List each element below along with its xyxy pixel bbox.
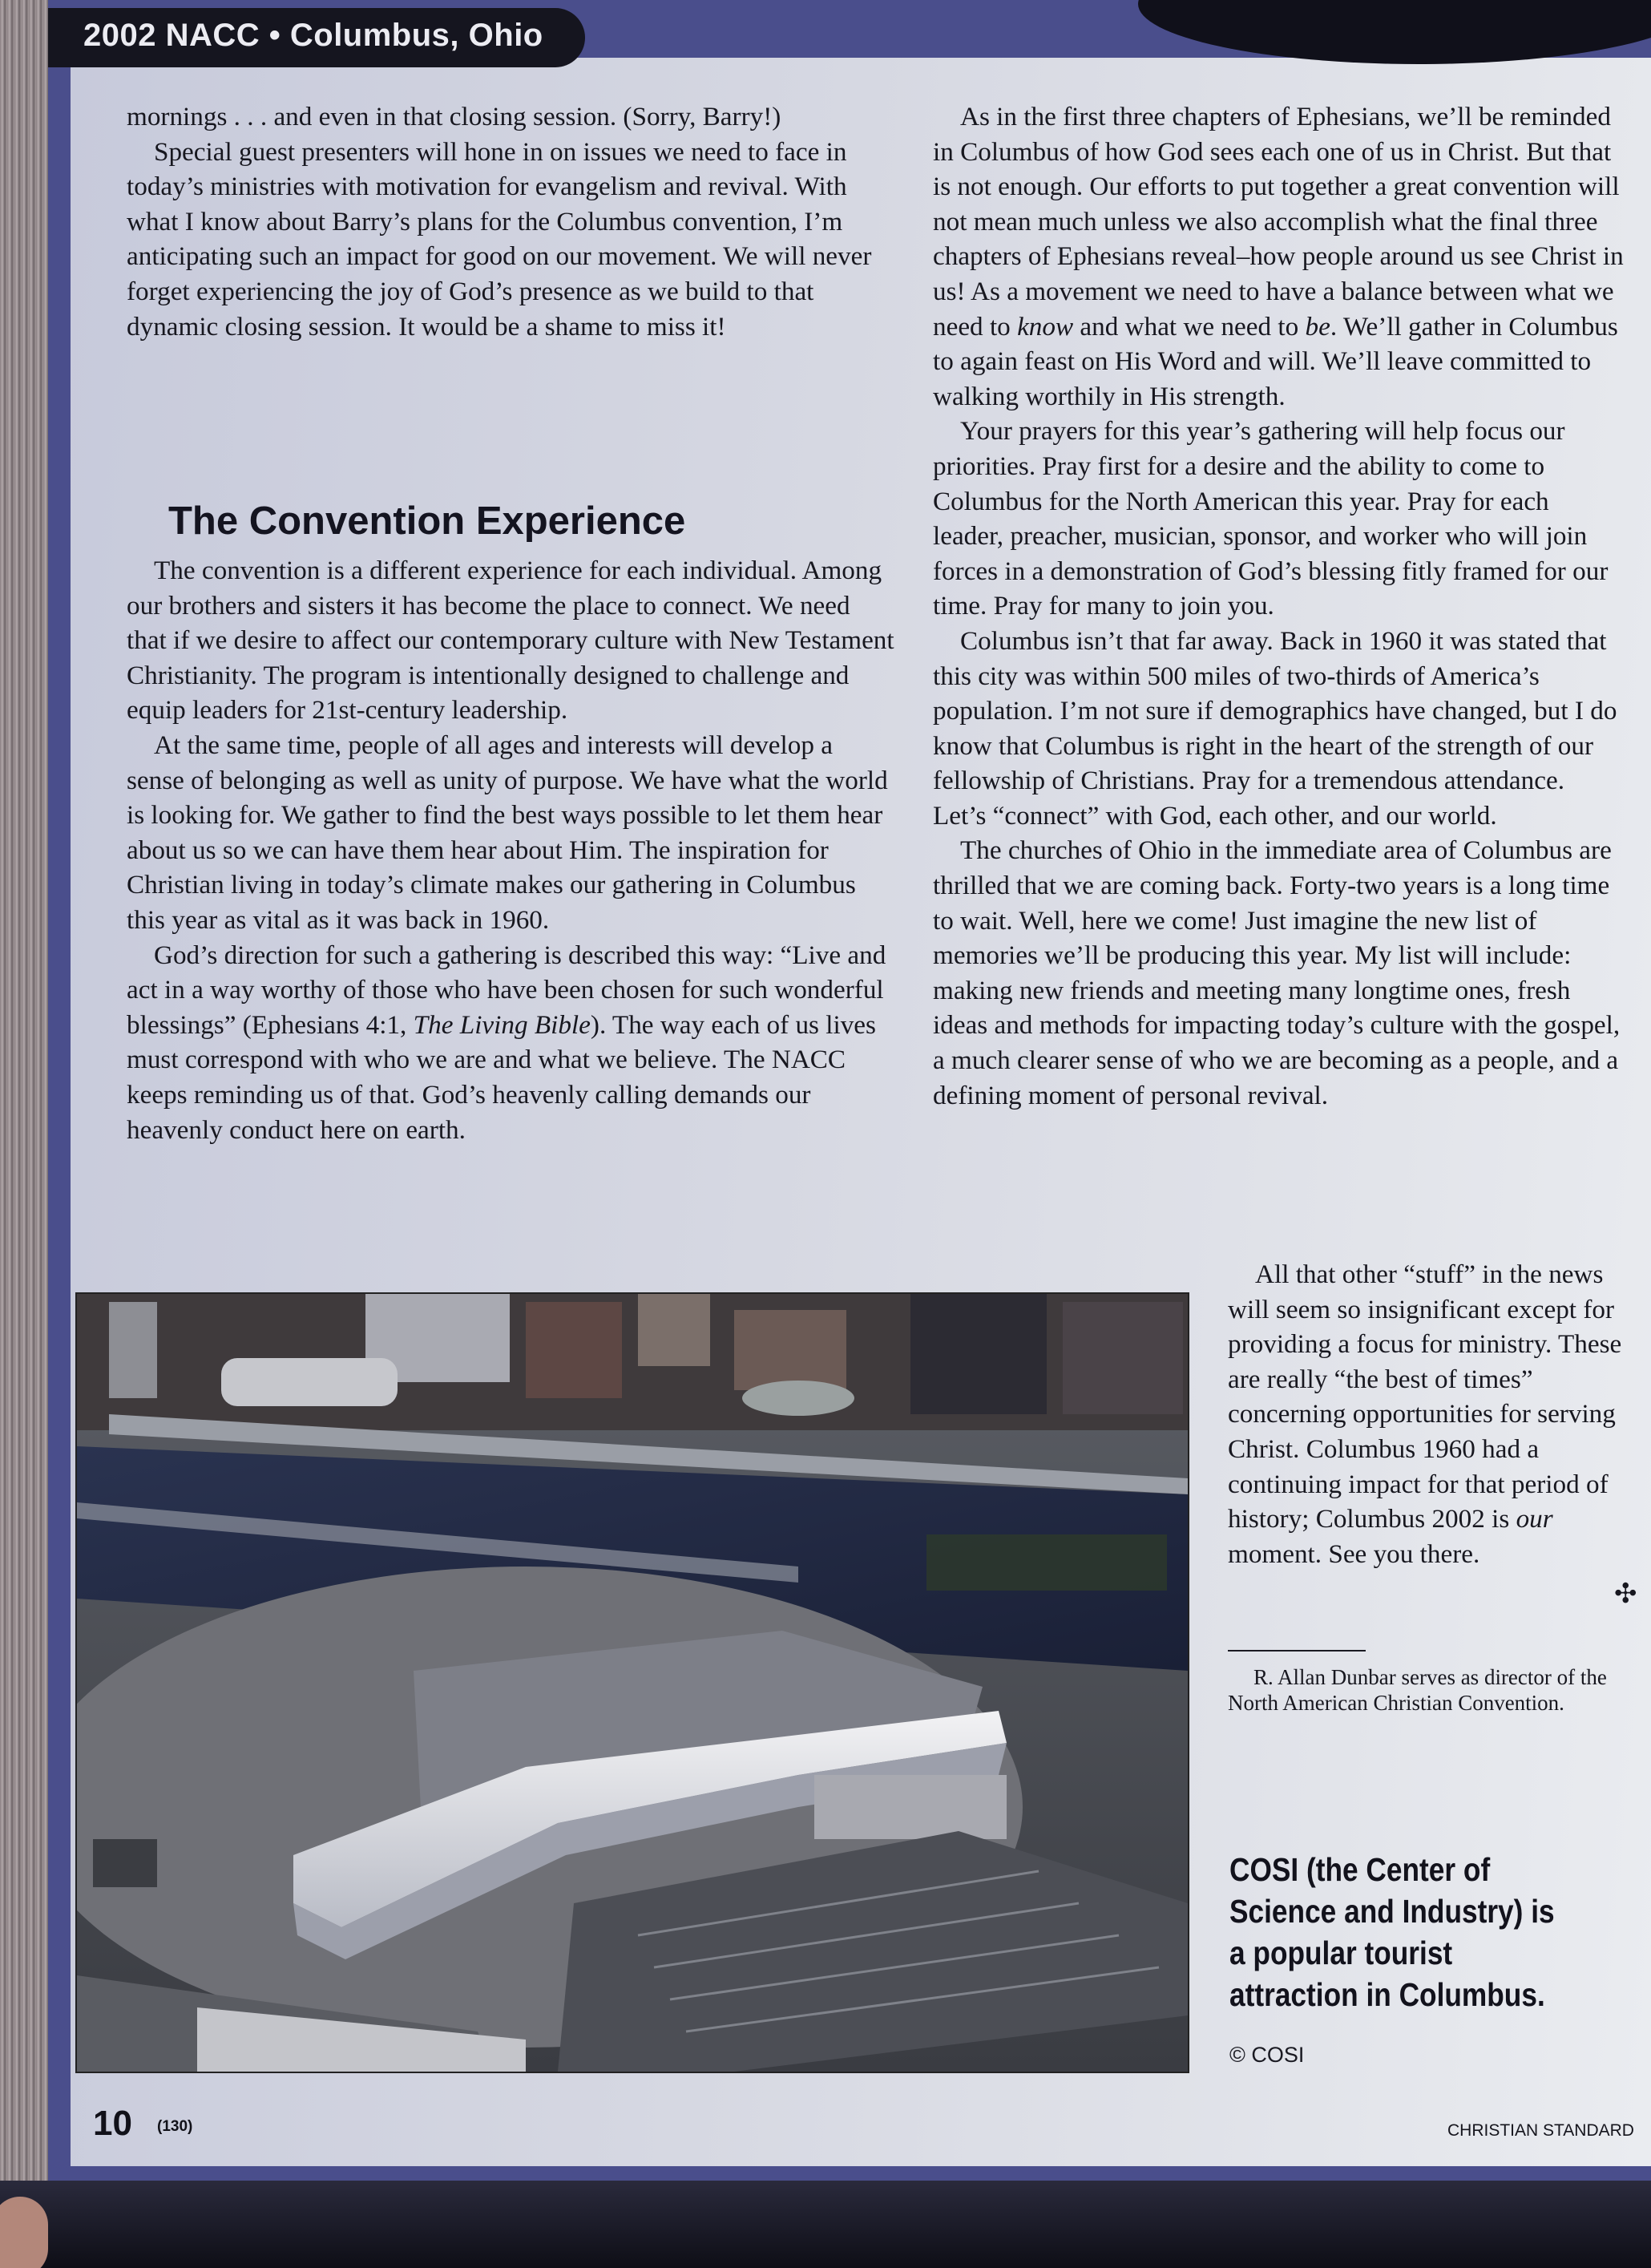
photo-caption: COSI (the Center of Science and Industry) is a popular tourist attraction in Columbus. [1229,1851,1555,2013]
right-column [933,99,1624,1113]
running-header-title: 2002 NACC • Columbus, Ohio [83,18,543,53]
page-number-volume: (130) [157,2118,193,2135]
emphasis: know [1017,311,1074,342]
left-column-section [127,553,896,1147]
bio-divider [1228,1650,1366,1651]
emphasis: our [1516,1504,1553,1534]
paragraph-text: ). The way each of us lives must correspond with who we are and what we believe. The NACC keeps reminding us of that. God’s heavenly calling demands our heavenly conduct here on earth. [127,1009,876,1145]
paragraph-text: and what we need to [1073,311,1306,342]
page-number: 10 [93,2104,132,2143]
emphasis: be [1305,311,1330,342]
sidebar-column [1228,1257,1645,1571]
author-bio: R. Allan Dunbar serves as director of the North American Christian Convention. [1228,1665,1607,1715]
end-of-article-icon: ✣ [1614,1578,1637,1610]
paragraph: Your prayers for this year’s gathering will help focus our priorities. Pray first for a desire and the ability to come to Columbus for the North American this year. Pray for each leader, preacher, musician, sponsor, and worker who will join forces in a demonstration of God’s blessing fitly framed for our time. Pray for many to join you. [933,416,1609,621]
background-surface [0,2181,1651,2268]
paragraph: Columbus isn’t that far away. Back in 1960 it was stated that this city was within 500 miles of two-thirds of America’s population. I’m not sure if demographics have changed, but I do know that Columbus is right in the heart of the strength of our fellowship of Christians. Pray for a tremendous attendance. Let’s “connect” with God, each other, and our world. [933,625,1617,831]
cosi-aerial-photo [77,1294,1188,2072]
page-stack-edge [0,0,50,2268]
paragraph: At the same time, people of all ages and interests will develop a sense of belonging as well as unity of purpose. We have what the world is looking for. We gather to find the best ways possible to let them hear about us so we can have them hear about Him. The inspiration for Christian living in today’s climate makes our gathering in Columbus this year as vital as it was back in 1960. [127,730,888,935]
photo-credit: © COSI [1229,2043,1305,2067]
paragraph-text: . We’ll gather in Columbus to again feast on His Word and will. We’ll leave committed to walking worthily in His strength. [933,311,1618,411]
aerial-photo-illustration [77,1294,1188,2072]
book-title: The Living Bible [413,1009,591,1040]
paragraph: Special guest presenters will hone in on issues we need to face in today’s ministries with motivation for evangelism and revival. With what I know about Barry’s plans for the Columbus convention, I’m anticipating such an impact for good on our movement. We will never forget experiencing the joy of God’s presence as we build to that dynamic closing session. It would be a shame to miss it! [127,136,872,342]
thumb-holding-page [0,2197,48,2268]
paragraph: mornings . . . and even in that closing session. (Sorry, Barry!) [127,102,781,131]
paragraph-text: As in the first three chapters of Ephesians, we’ll be reminded in Columbus of how God sees each one of us in Christ. But that is not enough. Our efforts to put together a great convention will not mean much unless we also accomplish what the final three chapters of Ephesians reveal–how people around us see Christ in us! As a movement we need to have a balance between what we need to [933,102,1624,342]
paragraph-text: All that other “stuff” in the news will seem so insignificant except for providing a focus for ministry. These are really “the best of times” concerning opportunities for serving Christ. Columbus 1960 had a continuing impact for that period of history; Columbus 2002 is [1228,1259,1622,1534]
magazine-name: CHRISTIAN STANDARD [1447,2121,1634,2140]
paragraph [127,938,896,1148]
section-heading: The Convention Experience [168,499,686,543]
paragraph-text: moment. See you there. [1228,1538,1480,1569]
paragraph [933,99,1624,414]
paragraph [1228,1257,1645,1571]
paragraph: The convention is a different experience for each individual. Among our brothers and sisters it has become the place to connect. We need that if we desire to affect our contemporary culture with New Testament Christianity. The program is intentionally designed to challenge and equip leaders for 21st-century leadership. [127,556,894,726]
paragraph-text: God’s direction for such a gathering is described this way: “Live and act in a way worthy of those who have been chosen for such wonderful blessings” (Ephesians 4:1, [127,940,886,1040]
paragraph: The churches of Ohio in the immediate area of Columbus are thrilled that we are coming back. Forty-two years is a long time to wait. Well, here we come! Just imagine the new list of memories we’ll be producing this year. My list will include: making new friends and meeting many longtime ones, fresh ideas and methods for impacting today’s culture with the gospel, a much clearer sense of who we are becoming as a people, and a defining moment of personal revival. [933,835,1621,1110]
left-column-top [127,99,896,344]
